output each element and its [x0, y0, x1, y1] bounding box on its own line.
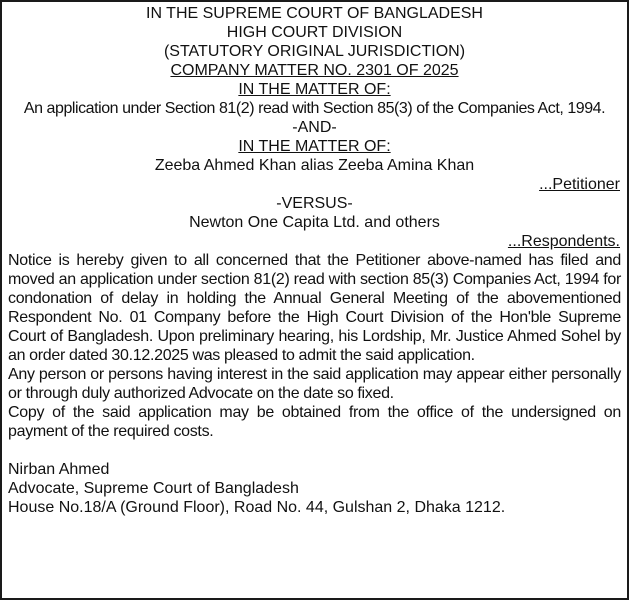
court-name: IN THE SUPREME COURT OF BANGLADESH	[146, 5, 483, 22]
company-matter-number: COMPANY MATTER NO. 2301 OF 2025	[170, 62, 459, 79]
signature-block	[8, 460, 621, 517]
jurisdiction: (STATUTORY ORIGINAL JURISDICTION)	[163, 43, 466, 60]
petitioner-name: Zeeba Ahmed Khan alias Zeeba Amina Khan	[154, 157, 475, 174]
spacer	[8, 441, 621, 460]
and-separator: -AND-	[292, 119, 337, 136]
advocate-address: House No.18/A (Ground Floor), Road No. 44, Gulshan 2, Dhaka 1212.	[8, 499, 506, 516]
advocate-title: Advocate, Supreme Court of Bangladesh	[8, 480, 299, 497]
advocate-name: Nirban Ahmed	[8, 461, 110, 478]
respondent-name: Newton One Capita Ltd. and others	[189, 214, 440, 231]
notice-paragraph-2: Any person or persons having interest in the said application may appear either personally or through duly authorized Advocate on the date so fixed.	[8, 366, 621, 402]
notice-paragraph-1: Notice is hereby given to all concerned that the Petitioner above-named has filed and moved an application under section 81(2) read with section 85(3) Companies Act, 1994 for condonation of delay in holding the Annual General Meeting of the abovementioned Respondent No. 01 Company before the High Court Division of the Hon'ble Supreme Court of Bangladesh. Upon preliminary hearing, his Lordship, Mr. Justice Ahmed Sohel by an order dated 30.12.2025 was pleased to admit the said application.	[8, 252, 621, 364]
matter-label-2: IN THE MATTER OF:	[238, 138, 391, 155]
matter-text-1: An application under Section 81(2) read with Section 85(3) of the Companies Act, 1994.	[23, 100, 606, 117]
petitioner-role: ...Petitioner	[539, 176, 620, 193]
matter-label-1: IN THE MATTER OF:	[238, 81, 391, 98]
respondent-role: ...Respondents.	[507, 233, 620, 250]
notice-paragraph-3: Copy of the said application may be obtained from the office of the undersigned on payment of the required costs.	[8, 404, 621, 440]
versus-separator: -VERSUS-	[276, 195, 353, 212]
division-name: HIGH COURT DIVISION	[226, 24, 403, 41]
